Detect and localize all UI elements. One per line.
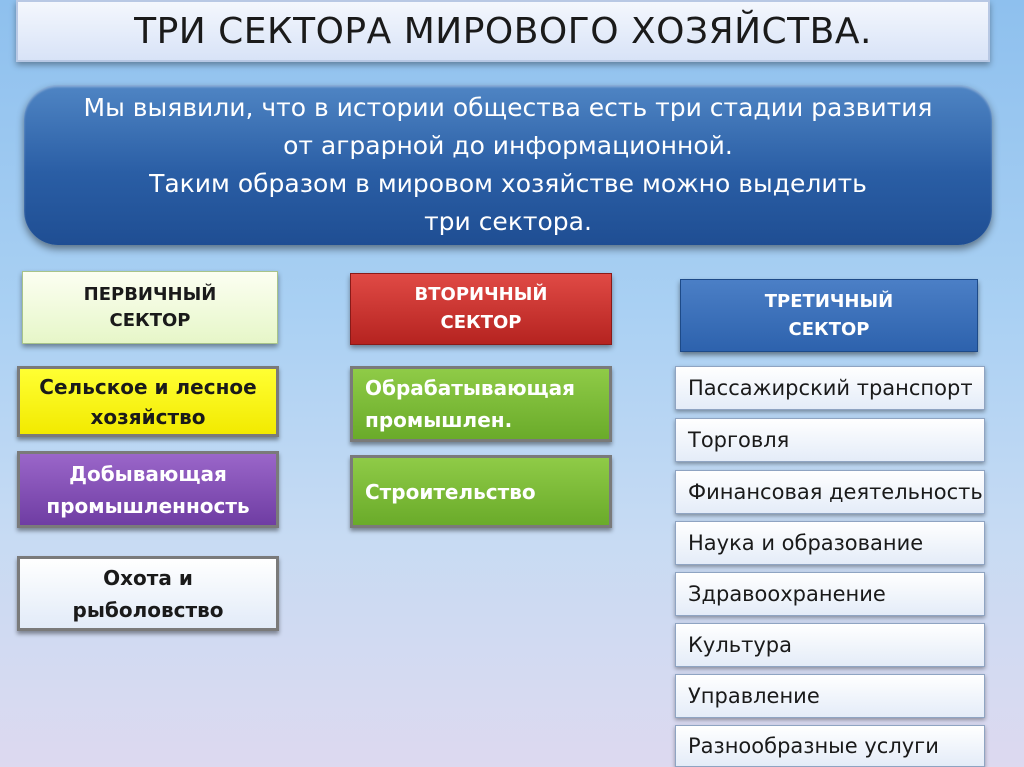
tertiary-sector-label: ТРЕТИЧНЫЙ СЕКТОР — [764, 290, 894, 340]
manufacturing-label: Обрабатывающая промышлен. — [365, 376, 575, 432]
service-label: Пассажирский транспорт — [688, 376, 973, 400]
construction-label: Строительство — [365, 479, 536, 504]
service-label: Культура — [688, 633, 792, 657]
primary-sector-label: ПЕРВИЧНЫЙ СЕКТОР — [83, 283, 217, 331]
mining-industry-label: Добывающая промышленность — [46, 461, 250, 518]
service-culture — [675, 623, 985, 667]
primary-sector-header — [22, 271, 278, 344]
service-healthcare — [675, 572, 985, 616]
service-science-education — [675, 521, 985, 565]
intro-line-3: Таким образом в мировом хозяйстве можно выделить — [149, 169, 867, 198]
service-label: Финансовая деятельность — [688, 480, 983, 504]
hunting-fishing-box — [17, 556, 279, 631]
intro-panel — [24, 85, 992, 245]
service-management — [675, 674, 985, 718]
service-label: Торговля — [688, 428, 790, 452]
service-trade — [675, 418, 985, 462]
service-label: Управление — [688, 684, 820, 708]
secondary-sector-header — [350, 273, 612, 345]
title-banner — [16, 0, 990, 62]
service-passenger-transport — [675, 366, 985, 410]
service-finance — [675, 470, 985, 514]
service-various — [675, 725, 985, 767]
service-label: Разнообразные услуги — [688, 734, 939, 758]
secondary-sector-label: ВТОРИЧНЫЙ СЕКТОР — [414, 284, 548, 333]
page-title: ТРИ СЕКТОРА МИРОВОГО ХОЗЯЙСТВА. — [134, 10, 872, 52]
intro-line-1: Мы выявили, что в истории общества есть три стадии развития — [83, 93, 933, 122]
tertiary-sector-header — [680, 279, 978, 352]
hunting-fishing-label: Охота и рыболовство — [72, 565, 224, 622]
service-label: Здравоохранение — [688, 582, 886, 606]
manufacturing-box — [350, 366, 612, 442]
mining-industry-box — [17, 451, 279, 528]
agriculture-forestry-box — [17, 366, 279, 437]
agriculture-forestry-label: Сельское и лесное хозяйство — [39, 374, 257, 429]
intro-line-4: три сектора. — [424, 207, 592, 236]
intro-line-2: от аграрной до информационной. — [283, 131, 733, 160]
construction-box — [350, 455, 612, 528]
service-label: Наука и образование — [688, 531, 924, 555]
